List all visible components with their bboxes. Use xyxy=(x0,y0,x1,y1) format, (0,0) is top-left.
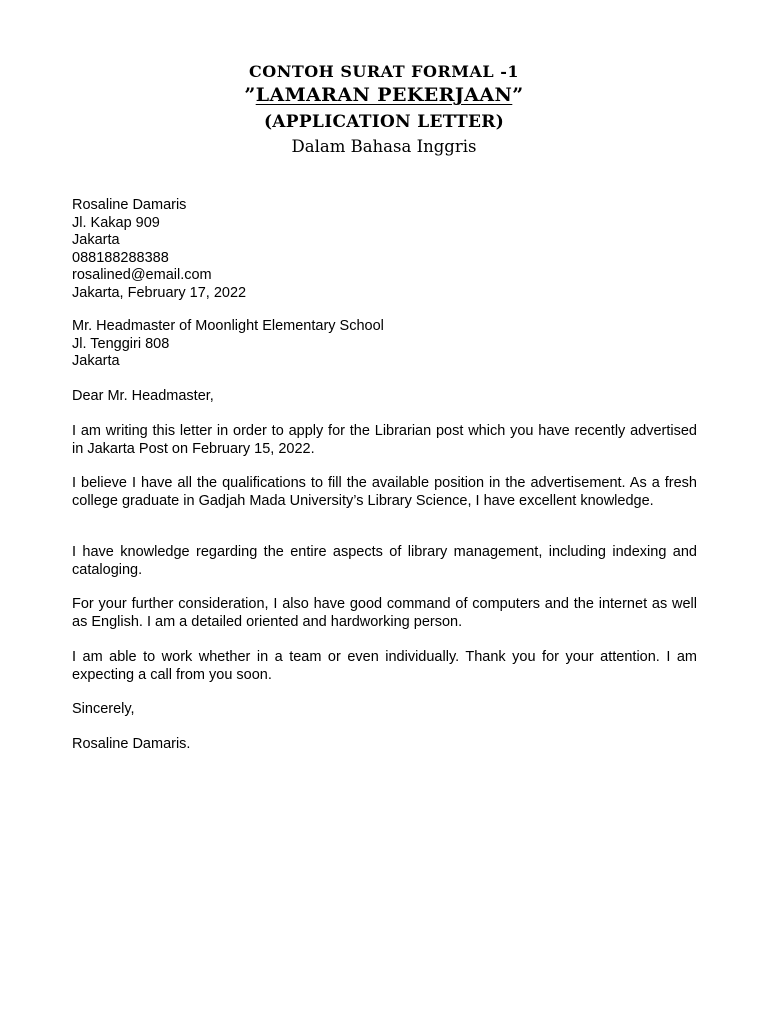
sender-phone: 088188288388 xyxy=(72,249,169,266)
sender-street: Jl. Kakap 909 xyxy=(72,214,160,231)
signature-name: Rosaline Damaris. xyxy=(72,736,191,752)
closing-phrase: Sincerely, xyxy=(72,701,135,717)
recipient-street: Jl. Tenggiri 808 xyxy=(72,335,170,352)
document-heading: CONTOH SURAT FORMAL -1 xyxy=(249,62,519,81)
sender-email: rosalined@email.com xyxy=(72,267,212,283)
recipient-address-block xyxy=(72,318,697,371)
paragraph-knowledge: I have knowledge regarding the entire aspects of library management, including indexing and cataloging. xyxy=(72,544,697,578)
title-close-quote: ” xyxy=(512,84,524,106)
recipient-title: Mr. Headmaster of Moonlight Elementary School xyxy=(72,318,384,334)
paragraph-qualifications: I believe I have all the qualifications to fill the available position in the advertisement. As a fresh college graduate in Gadjah Mada University’s Library Science, I have excellent knowledge. xyxy=(72,475,697,509)
title-open-quote: ” xyxy=(244,84,256,106)
paragraph-closing: I am able to work whether in a team or even individually. Thank you for your attention. I am expecting a call from you soon. xyxy=(72,649,697,683)
paragraph-skills: For your further consideration, I also have good command of computers and the internet as well as English. I am a detailed oriented and hardworking person. xyxy=(72,596,697,630)
sender-address-block xyxy=(72,197,697,302)
paragraph-intro: I am writing this letter in order to apply for the Librarian post which you have recently advertised in Jakarta Post on February 15, 2022. xyxy=(72,423,697,457)
document-language-note: Dalam Bahasa Inggris xyxy=(291,137,477,156)
sender-name: Rosaline Damaris xyxy=(72,197,187,213)
recipient-city: Jakarta xyxy=(72,353,120,369)
salutation: Dear Mr. Headmaster, xyxy=(72,388,214,404)
title-text: LAMARAN PEKERJAAN xyxy=(255,84,513,106)
sender-city: Jakarta xyxy=(72,232,120,248)
letter-date: Jakarta, February 17, 2022 xyxy=(72,284,247,301)
document-subtitle: (APPLICATION LETTER) xyxy=(263,112,505,132)
document-title xyxy=(0,84,768,106)
